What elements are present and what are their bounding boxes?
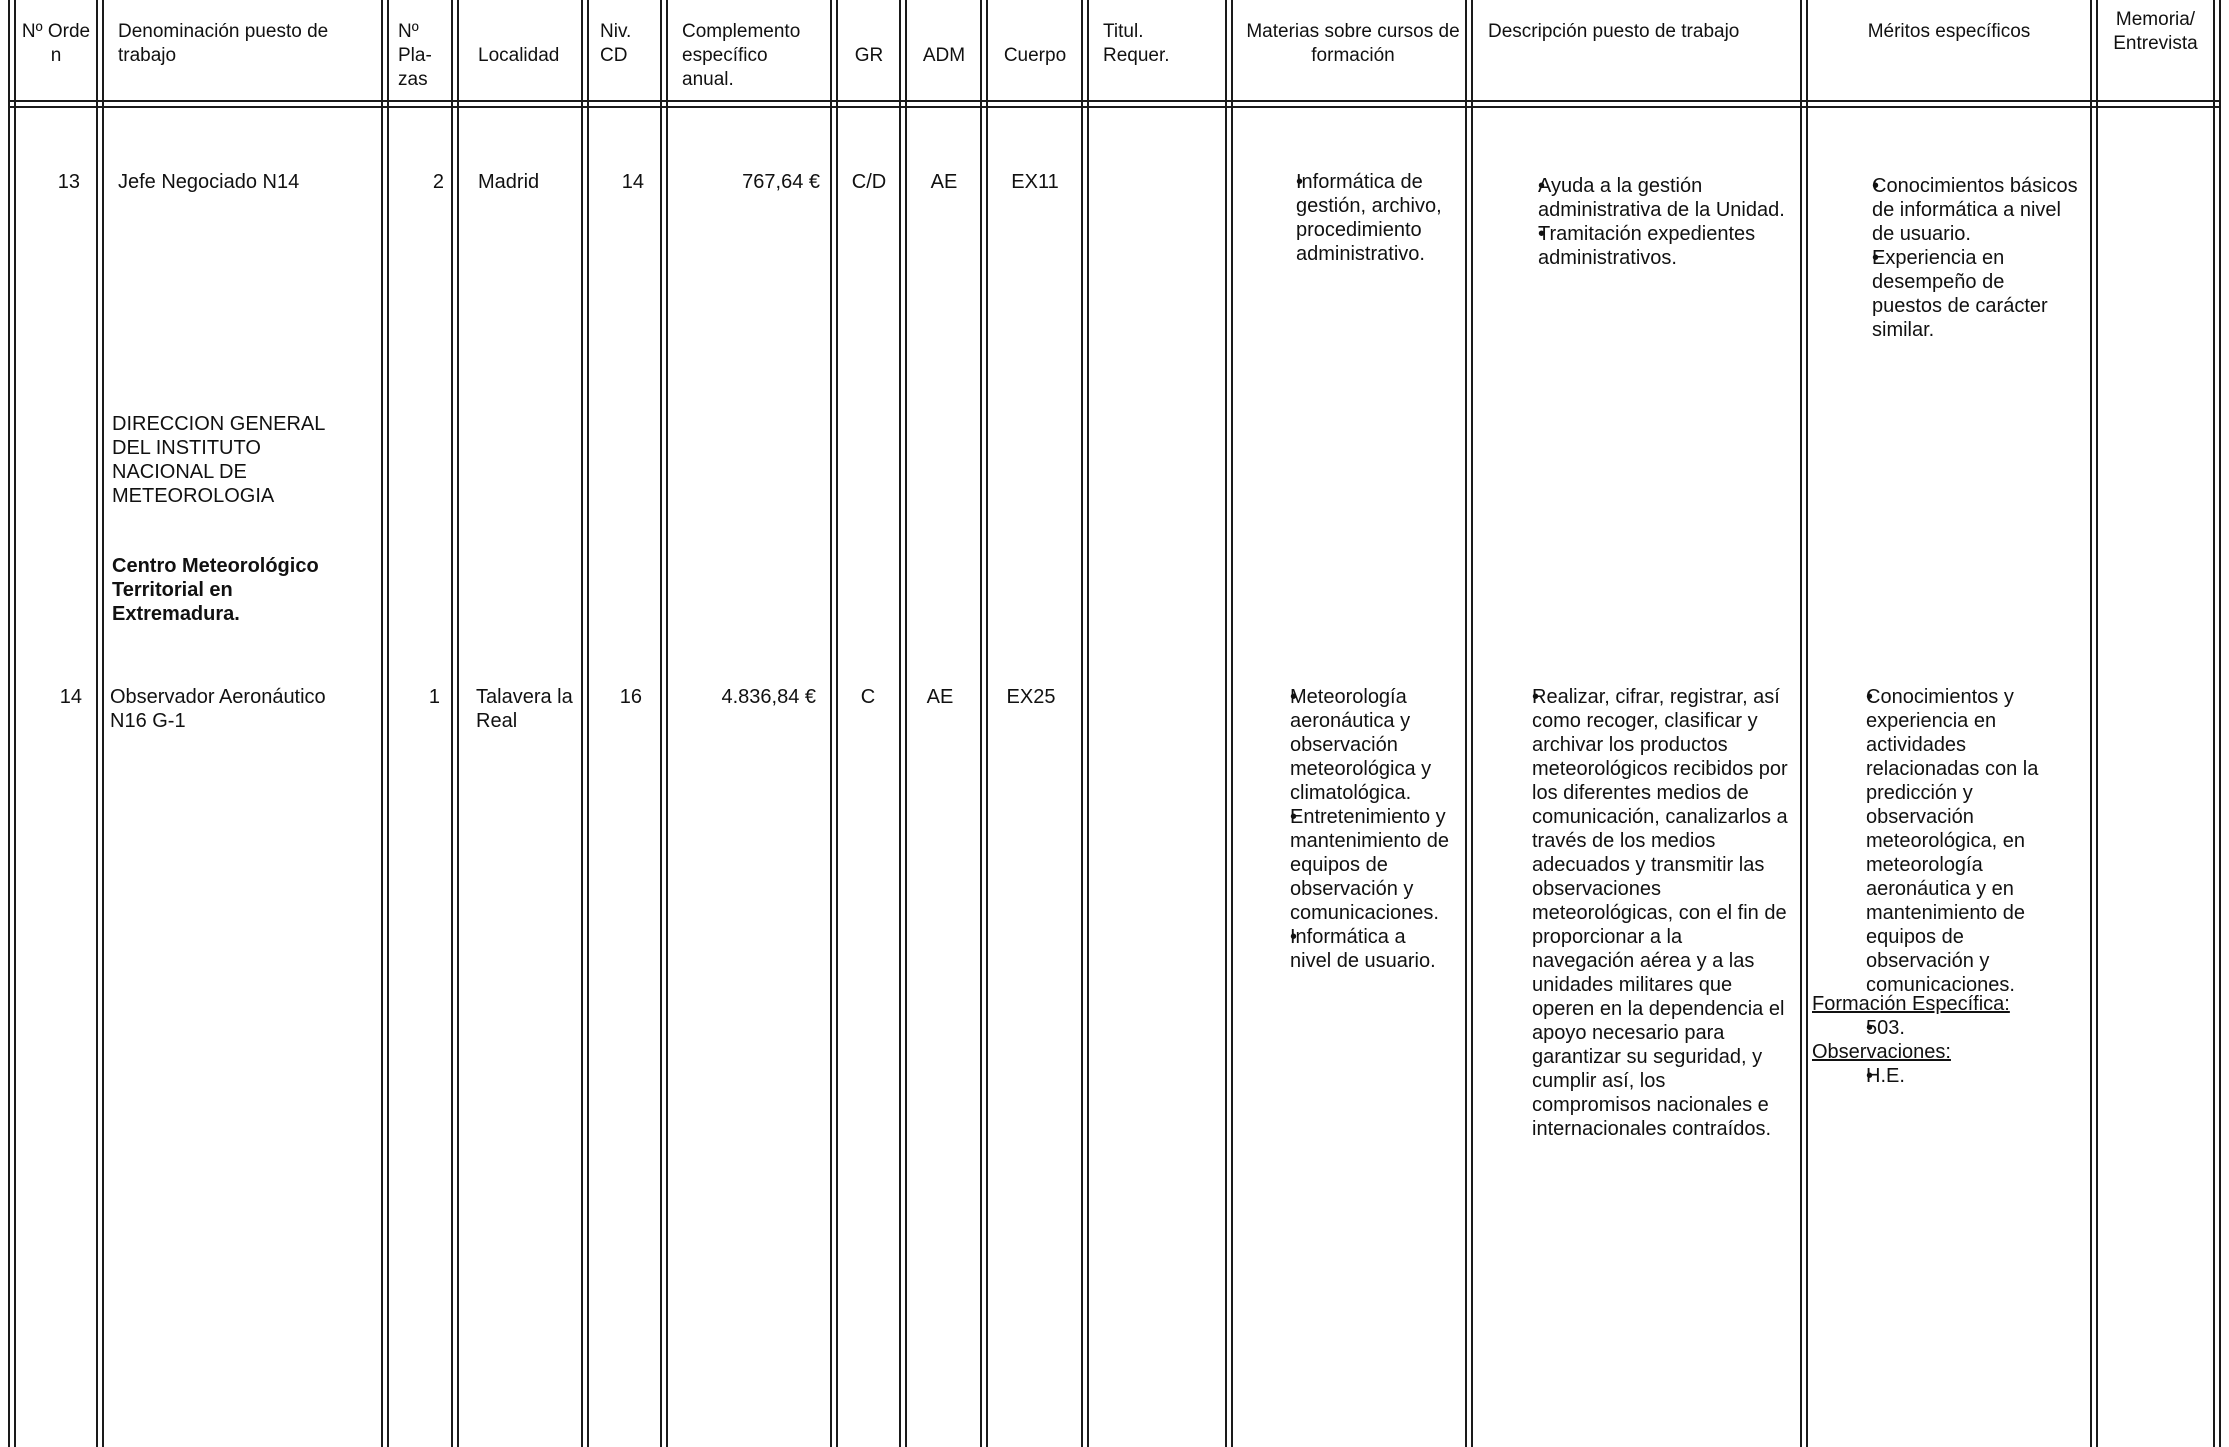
- row14-nivcd: 16: [619, 686, 642, 708]
- column-rule: [2213, 0, 2215, 1447]
- row14-meritos-list: [1810, 685, 2076, 997]
- header-rule: [8, 100, 2221, 102]
- column-rule: [102, 0, 104, 1447]
- list-item: • Experiencia en desempeño de puestos de carácter similar.: [1816, 246, 2078, 342]
- header-plazas: Nº Pla- zas: [398, 21, 432, 90]
- row13-localidad: Madrid: [478, 171, 540, 193]
- column-rule: [451, 0, 453, 1447]
- column-rule: [1087, 0, 1089, 1447]
- column-rule: [14, 0, 16, 1447]
- list-item: • Ayuda a la gestión administrativa de la Unidad.: [1482, 174, 1792, 222]
- column-rule: [666, 0, 668, 1447]
- section-direccion: DIRECCION GENERAL DEL INSTITUTO NACIONAL DE METEOROLOGIA: [112, 413, 325, 507]
- header-titul: Titul. Requer.: [1103, 21, 1170, 66]
- row14-complemento: 4.836,84 €: [721, 686, 816, 708]
- column-rule: [8, 0, 10, 1447]
- row14-descripcion-list: [1476, 685, 1788, 1141]
- row14-gr: C: [860, 686, 876, 708]
- header-complemento: Complemento específico anual.: [682, 21, 801, 90]
- header-descripcion: Descripción puesto de trabajo: [1488, 21, 1740, 42]
- column-rule: [387, 0, 389, 1447]
- column-rule: [899, 0, 901, 1447]
- column-rule: [96, 0, 98, 1447]
- header-nivcd: Niv. CD: [600, 21, 632, 66]
- row13-descripcion-list: [1482, 174, 1792, 270]
- row13-meritos-list: [1816, 174, 2078, 342]
- header-rule: [8, 106, 2221, 108]
- row13-denominacion: Jefe Negociado N14: [118, 171, 300, 193]
- header-localidad: Localidad: [478, 45, 560, 66]
- row14-cuerpo: EX25: [1006, 686, 1056, 708]
- list-item: • Informática de gestión, archivo, procedimiento administrativo.: [1240, 170, 1446, 266]
- column-rule: [836, 0, 838, 1447]
- list-item: • 503.: [1810, 1016, 2076, 1040]
- column-rule: [1081, 0, 1083, 1447]
- header-orden: Nº Orde n: [21, 21, 91, 66]
- row14-formacion-label: Formación Específica:: [1812, 993, 2010, 1015]
- column-rule: [2219, 0, 2221, 1447]
- row13-complemento: 767,64 €: [742, 171, 820, 193]
- header-gr: GR: [854, 45, 884, 66]
- row14-plazas: 1: [428, 686, 440, 708]
- column-rule: [381, 0, 383, 1447]
- row14-observaciones-list: [1810, 1064, 2076, 1088]
- list-item: • Entretenimiento y mantenimiento de equipos de observación y comunicaciones.: [1234, 805, 1450, 925]
- list-item: • H.E.: [1810, 1064, 2076, 1088]
- column-rule: [905, 0, 907, 1447]
- list-item: • Conocimientos y experiencia en actividades relacionadas con la predicción y observación meteorológica, en meteorología aeronáutica y en mantenimiento de equipos de observación y comunicaciones.: [1810, 685, 2076, 997]
- header-cuerpo: Cuerpo: [1003, 45, 1067, 66]
- column-rule: [587, 0, 589, 1447]
- column-rule: [1225, 0, 1227, 1447]
- row14-materias-list: [1234, 685, 1450, 973]
- column-rule: [1806, 0, 1808, 1447]
- header-meritos: Méritos específicos: [1867, 21, 2031, 42]
- row13-materias-list: [1240, 170, 1446, 266]
- header-adm: ADM: [922, 45, 966, 66]
- column-rule: [980, 0, 982, 1447]
- list-item: • Tramitación expedientes administrativos.: [1482, 222, 1792, 270]
- row14-orden: 14: [59, 686, 82, 708]
- row13-cuerpo: EX11: [1011, 171, 1059, 193]
- header-denominacion: Denominación puesto de trabajo: [118, 21, 329, 66]
- row14-formacion-list: [1810, 1016, 2076, 1040]
- list-item: • Realizar, cifrar, registrar, así como recoger, clasificar y archivar los productos meteorológicos recibidos por los diferentes medios de comunicación, canalizarlos a través de los medios adecuados y transmitir las observaciones meteorológicas, con el fin de proporcionar a la navegación aérea y a las unidades militares que operen en la dependencia el apoyo necesario para garantizar su seguridad, y cumplir así, los compromisos nacionales e internacionales contraídos.: [1476, 685, 1788, 1141]
- list-item: • Conocimientos básicos de informática a nivel de usuario.: [1816, 174, 2078, 246]
- header-materias: Materias sobre cursos de formación: [1246, 21, 1460, 66]
- row14-adm: AE: [926, 686, 954, 708]
- column-rule: [1231, 0, 1233, 1447]
- column-rule: [1465, 0, 1467, 1447]
- header-memoria: Memoria/ Entrevista: [2113, 9, 2198, 54]
- row13-nivcd: 14: [621, 171, 644, 193]
- list-item: • Meteorología aeronáutica y observación meteorológica y climatológica.: [1234, 685, 1450, 805]
- row13-gr: C/D: [851, 171, 887, 193]
- row13-plazas: 2: [432, 171, 444, 193]
- column-rule: [2096, 0, 2098, 1447]
- column-rule: [2090, 0, 2092, 1447]
- column-rule: [1471, 0, 1473, 1447]
- column-rule: [581, 0, 583, 1447]
- row14-localidad: Talavera la Real: [476, 686, 573, 732]
- column-rule: [1800, 0, 1802, 1447]
- column-rule: [660, 0, 662, 1447]
- row14-observaciones-label: Observaciones:: [1812, 1041, 1951, 1063]
- row14-denominacion: Observador Aeronáutico N16 G-1: [110, 686, 326, 732]
- row13-orden: 13: [57, 171, 80, 193]
- row13-adm: AE: [930, 171, 958, 193]
- column-rule: [986, 0, 988, 1447]
- column-rule: [830, 0, 832, 1447]
- column-rule: [457, 0, 459, 1447]
- list-item: • Informática a nivel de usuario.: [1234, 925, 1450, 973]
- section-centro: Centro Meteorológico Territorial en Extremadura.: [112, 555, 319, 625]
